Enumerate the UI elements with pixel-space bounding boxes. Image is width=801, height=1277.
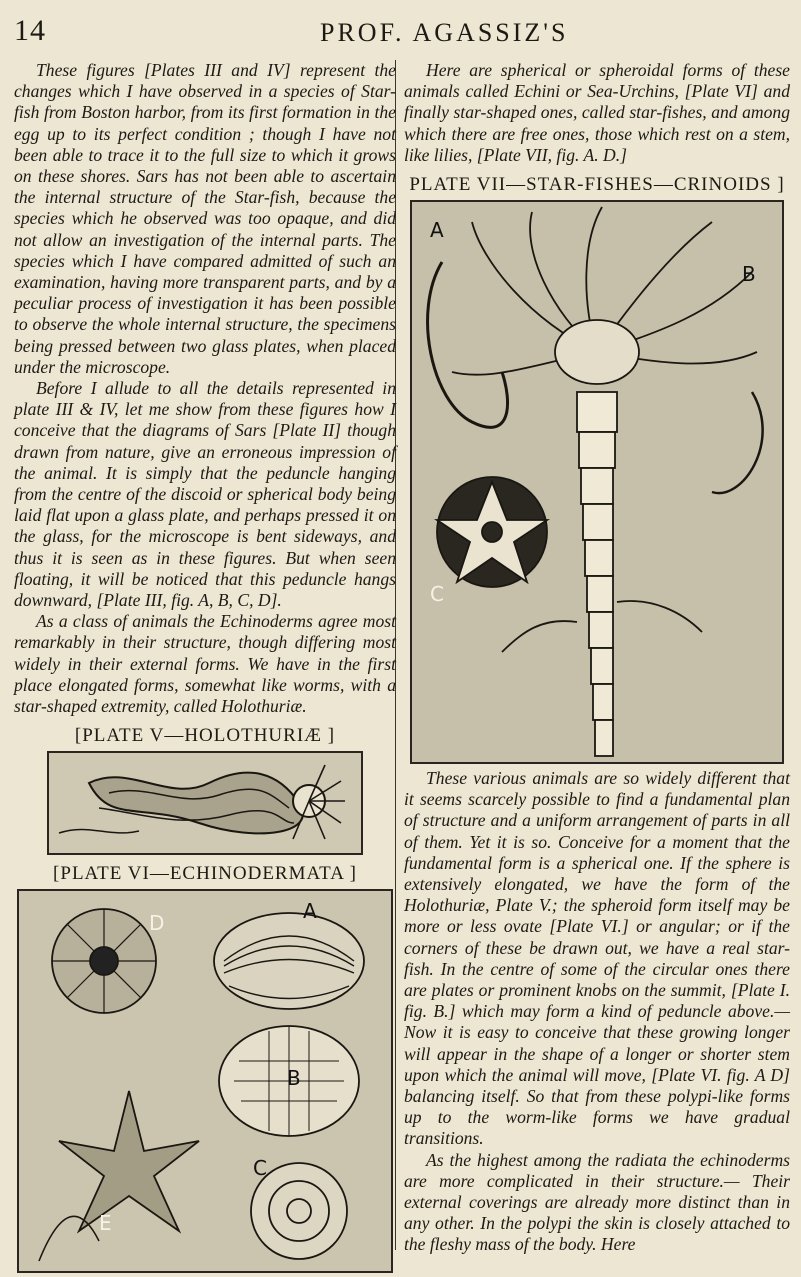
- plate-7-label-a: A: [430, 218, 444, 243]
- plate-7-label-c: C: [430, 582, 444, 607]
- plate-5-caption: [PLATE V—HOLOTHURIÆ ]: [74, 725, 336, 747]
- running-head: PROF. AGASSIZ'S: [320, 18, 569, 47]
- page-number: 14: [14, 14, 46, 47]
- right-paragraph-2: These various animals are so widely different that it seems scarcely possible to find a fundamental plan of structure and a uniform arrangement of parts in all of them. Yet it is so. Conceive for a moment that the fundamental form is a spherical one. If the sphere is extensively elongated, we have the form of the Holothuriæ, Plate V.; the spheroid form itself may be more or less ovate [Plate VI.] or angular; or if the corners of these be drawn out, we have a real star-fish. In the centre of some of the circular ones there are plates or prominent knobs on the summit, [Plate I. fig. B.] which may form a kind of peduncle above.— Now it is easy to conceive that these growing longer will appear in the shape of a longer or shorter stem upon which the animal will move, [Plate VI. fig. A D] balancing itself. So that from these polypi-like forms up to the worm-like forms we have gradual transitions.: [404, 768, 790, 1149]
- page-header: [0, 0, 801, 52]
- plate-6-label-d: D: [149, 911, 165, 936]
- right-column: [404, 60, 790, 1256]
- plate-6-label-a: A: [303, 899, 317, 924]
- plate-7-label-b: B: [742, 262, 756, 287]
- right-paragraph-1: Here are spherical or spheroidal forms of these animals called Echini or Sea-Urchins, [Plate VI] and finally star-shaped ones, called star-fishes, and among which there are free ones, those which rest on a stem, like lilies, [Plate VII, fig. A. D.]: [404, 60, 790, 165]
- right-paragraph-3: As the highest among the radiata the echinoderms are more complicated in their structure.— Their external coverings are already more distinct than in any other. In the polypi the skin is closely attached to the fleshy mass of the body. Here: [404, 1149, 790, 1255]
- plate-7-starfishes-crinoids-illustration: [410, 200, 784, 764]
- left-paragraph-3: As a class of animals the Echinoderms agree most remarkably in their structure, though differing most widely in their external forms. We have in the first place elongated forms, somewhat like worms, with a star-shaped extremity, called Holothuriæ.: [14, 611, 396, 717]
- left-column: [14, 60, 396, 1277]
- plate-5-holothuriae-illustration: [47, 751, 363, 855]
- plate-7-caption: PLATE VII—STAR-FISHES—CRINOIDS ]: [409, 174, 785, 196]
- plate-6-label-b: B: [287, 1066, 301, 1091]
- plate-6-echinodermata-illustration: [17, 889, 393, 1273]
- left-paragraph-2: Before I allude to all the details represented in plate III & IV, let me show from these figures how I conceive that the diagrams of Sars [Plate II] though drawn from nature, give an erroneous impression of the animal. It is simply that the peduncle hanging from the centre of the discoid or spherical body being laid flat upon a glass plate, and perhaps pressed it on the glass, for the microscope is bent sideways, and thus it is seen as in these figures. But when seen floating, it will be noticed that this peduncle hangs downward, [Plate III, fig. A, B, C, D].: [14, 378, 396, 611]
- plate-6-caption: [PLATE VI—ECHINODERMATA ]: [53, 863, 357, 885]
- plate-6-label-c: C: [253, 1156, 267, 1181]
- plate-6-label-e: E: [99, 1211, 112, 1236]
- left-paragraph-1: These figures [Plates III and IV] represent the changes which I have observed in a species of Star-fish from Boston harbor, from its first formation in the egg up to its perfect condition ; though I have not been able to trace it to the full size to which it grows on these shores. Sars has not been able to ascertain the internal structure of the Star-fish, because the species which he observed was too opaque, and did not allow an investigation of the internal parts. The species which I have compared admitted of such an examination, having more transparent parts, and by a peculiar process of investigation it has been possible to observe the whole internal structure, the specimens being pressed between two glass plates, when placed under the microscope.: [14, 60, 396, 377]
